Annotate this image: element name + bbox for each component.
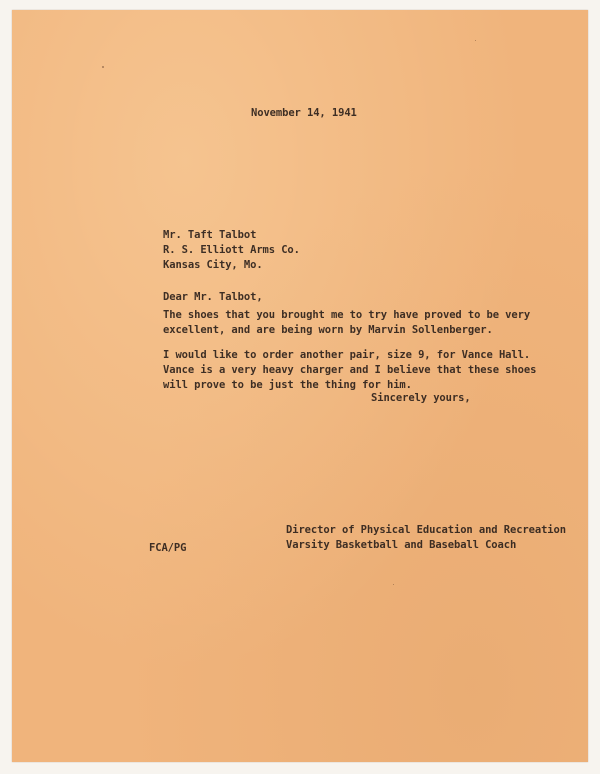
- recipient-city: Kansas City, Mo.: [163, 259, 263, 271]
- recipient-name: Mr. Taft Talbot: [163, 229, 257, 241]
- paper-speck: [393, 584, 394, 585]
- paper-speck: [475, 40, 476, 41]
- letter-date: November 14, 1941: [251, 107, 357, 119]
- paragraph-1-line-1: The shoes that you brought me to try have proved to be very: [163, 309, 531, 321]
- paper-speck: [102, 66, 104, 68]
- closing: Sincerely yours,: [371, 392, 471, 404]
- signature-title-line-1: Director of Physical Education and Recreation: [286, 524, 566, 536]
- signature-title-line-2: Varsity Basketball and Baseball Coach: [286, 539, 517, 551]
- letter-paper: [12, 10, 588, 762]
- typist-initials: FCA/PG: [149, 542, 187, 554]
- paragraph-2-line-2: Vance is a very heavy charger and I believe that these shoes: [163, 364, 537, 376]
- salutation: Dear Mr. Talbot,: [163, 291, 263, 303]
- paragraph-2-line-1: I would like to order another pair, size 9, for Vance Hall.: [163, 349, 531, 361]
- paragraph-1-line-2: excellent, and are being worn by Marvin Sollenberger.: [163, 324, 493, 336]
- recipient-company: R. S. Elliott Arms Co.: [163, 244, 300, 256]
- paragraph-2-line-3: will prove to be just the thing for him.: [163, 379, 412, 391]
